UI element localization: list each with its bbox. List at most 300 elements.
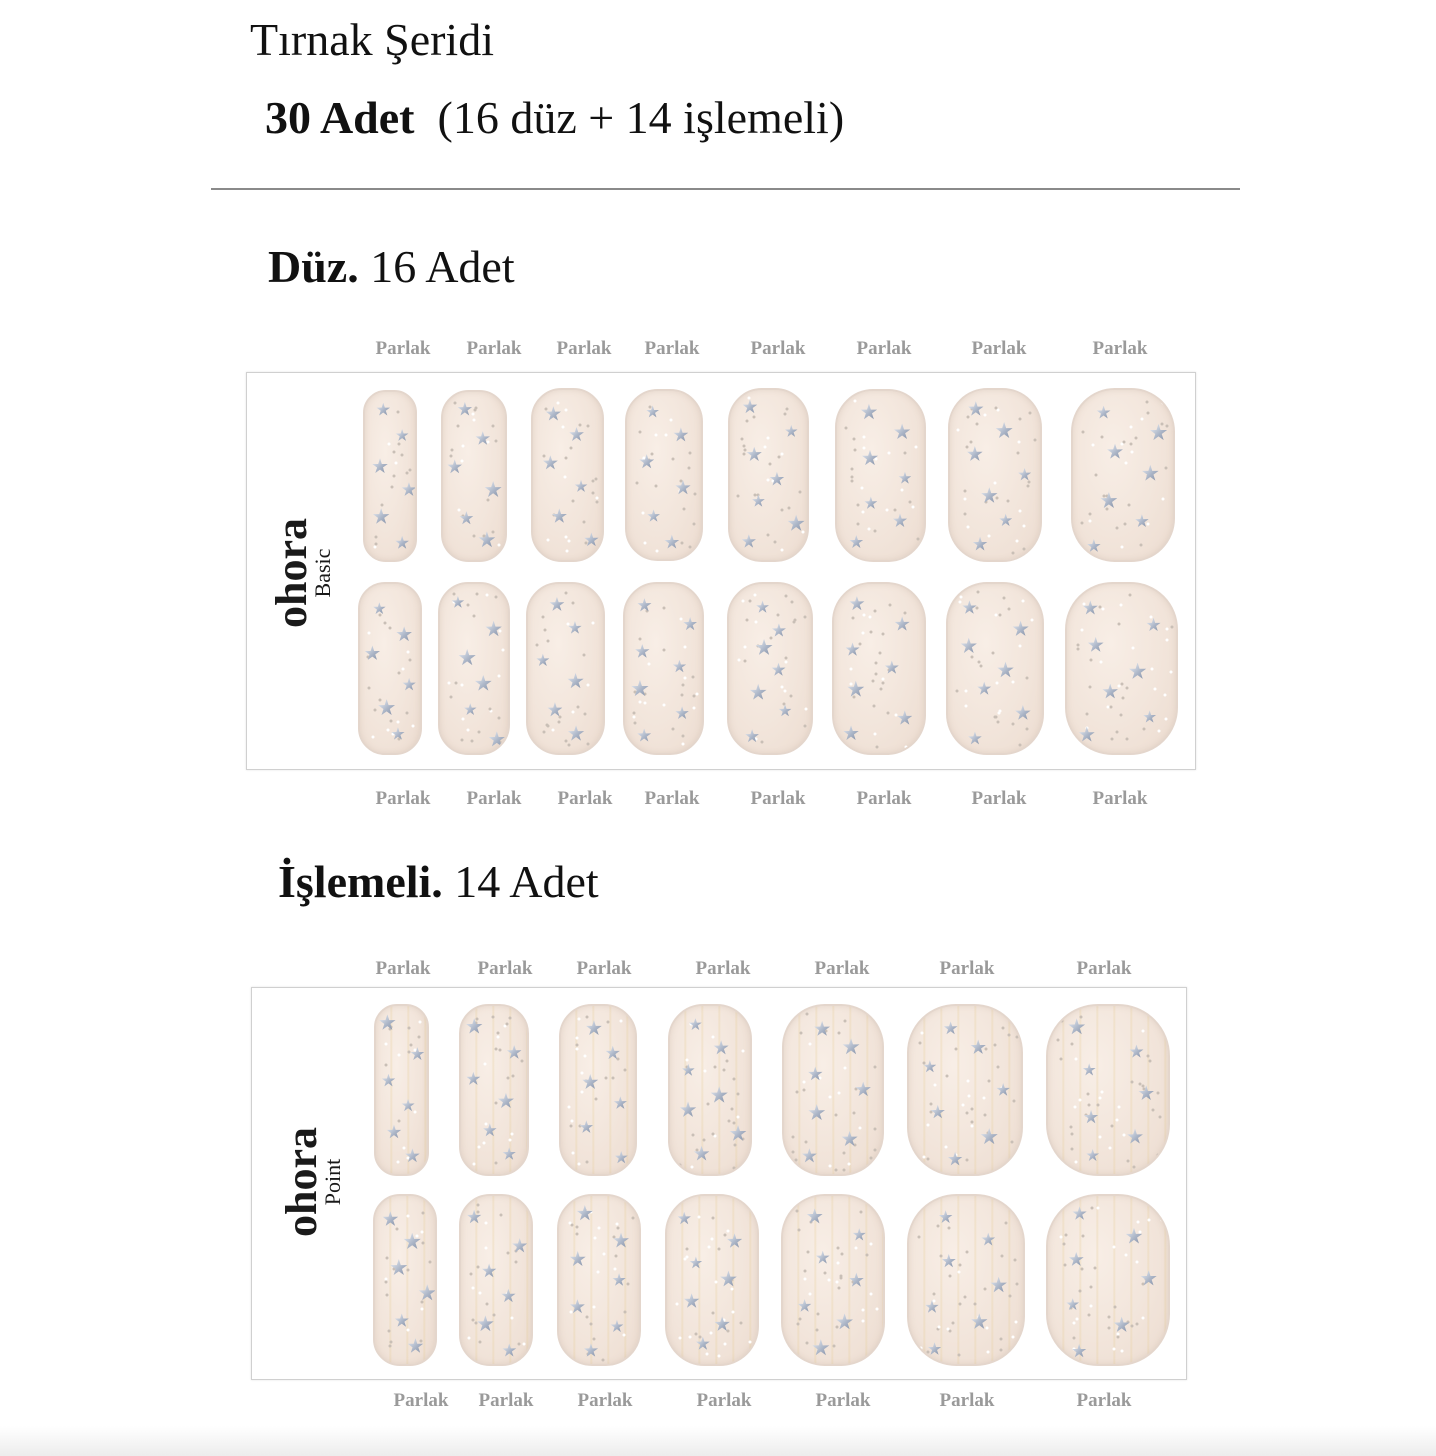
glitter-speck <box>565 456 568 459</box>
glitter-speck <box>601 1358 604 1361</box>
nail-tip <box>781 1194 885 1366</box>
finish-label: Parlak <box>1092 788 1148 809</box>
glitter-speck <box>873 610 876 613</box>
glitter-speck <box>958 601 961 604</box>
glitter-speck <box>1075 1318 1078 1321</box>
glitter-speck <box>1089 685 1092 688</box>
glitter-speck <box>451 449 454 452</box>
glitter-speck <box>780 686 783 689</box>
star-icon <box>613 1096 627 1110</box>
star-icon <box>682 1064 695 1077</box>
glitter-speck <box>402 668 405 671</box>
glitter-speck <box>1113 1347 1116 1350</box>
glitter-speck <box>1117 1332 1120 1335</box>
glitter-speck <box>784 689 787 692</box>
glitter-speck <box>786 407 789 410</box>
nail-tip <box>1065 582 1178 755</box>
glitter-speck <box>993 481 996 484</box>
glitter-speck <box>1011 1141 1014 1144</box>
glitter-speck <box>472 535 475 538</box>
glitter-speck <box>587 743 590 746</box>
glitter-speck <box>792 1150 795 1153</box>
glitter-speck <box>558 721 561 724</box>
nail-tip <box>438 582 510 755</box>
glitter-speck <box>921 1163 924 1166</box>
glitter-speck <box>803 615 806 618</box>
glitter-speck <box>999 1349 1002 1352</box>
star-icon <box>960 638 977 655</box>
glitter-speck <box>598 1227 601 1230</box>
glitter-speck <box>456 424 459 427</box>
glitter-speck <box>1161 1218 1164 1221</box>
glitter-speck <box>1012 1335 1015 1338</box>
glitter-speck <box>844 1020 847 1023</box>
glitter-speck <box>460 460 463 463</box>
star-icon <box>477 1315 494 1332</box>
glitter-speck <box>964 690 967 693</box>
glitter-speck <box>387 1330 390 1333</box>
finish-label: Parlak <box>577 1390 633 1411</box>
star-icon <box>710 1086 728 1104</box>
glitter-speck <box>1124 523 1127 526</box>
glitter-speck <box>722 1069 725 1072</box>
glitter-speck <box>947 1226 950 1229</box>
glitter-speck <box>996 721 999 724</box>
glitter-speck <box>1147 522 1150 525</box>
piece-count <box>265 90 844 146</box>
glitter-speck <box>927 1123 930 1126</box>
glitter-speck <box>850 468 853 471</box>
glitter-speck <box>1085 712 1088 715</box>
star-icon <box>502 1147 516 1161</box>
glitter-speck <box>980 665 983 668</box>
star-icon <box>459 511 473 525</box>
glitter-speck <box>633 712 636 715</box>
glitter-speck <box>844 1067 847 1070</box>
plain-top-labels <box>0 338 1436 364</box>
star-icon <box>894 424 911 441</box>
star-icon <box>855 1082 871 1098</box>
glitter-speck <box>461 445 464 448</box>
glitter-speck <box>577 1162 580 1165</box>
glitter-speck <box>398 1119 401 1122</box>
glitter-speck <box>664 433 667 436</box>
star-icon <box>939 1210 953 1224</box>
glitter-speck <box>452 593 455 596</box>
glitter-speck <box>1019 418 1022 421</box>
star-icon <box>893 513 908 528</box>
glitter-speck <box>671 727 674 730</box>
glitter-speck <box>785 661 788 664</box>
star-icon <box>696 1337 710 1351</box>
glitter-speck <box>401 453 404 456</box>
glitter-speck <box>568 540 571 543</box>
glitter-speck <box>566 549 569 552</box>
star-icon <box>1143 710 1156 723</box>
glitter-speck <box>964 705 967 708</box>
star-icon <box>478 531 495 548</box>
glitter-speck <box>1100 1090 1103 1093</box>
glitter-speck <box>1111 1124 1114 1127</box>
glitter-speck <box>546 725 549 728</box>
glitter-speck <box>850 682 853 685</box>
glitter-speck <box>763 446 766 449</box>
glitter-speck <box>1003 596 1006 599</box>
glitter-speck <box>476 1203 479 1206</box>
glitter-speck <box>1014 1259 1017 1262</box>
glitter-speck <box>915 445 918 448</box>
glitter-speck <box>1073 1336 1076 1339</box>
glitter-speck <box>681 684 684 687</box>
glitter-speck <box>1079 1015 1082 1018</box>
glitter-speck <box>373 709 376 712</box>
glitter-speck <box>876 1349 879 1352</box>
glitter-speck <box>869 1242 872 1245</box>
glitter-speck <box>819 1076 822 1079</box>
nail-tip <box>946 582 1044 755</box>
glitter-speck <box>544 407 547 410</box>
glitter-speck <box>594 478 597 481</box>
glitter-speck <box>986 1351 989 1354</box>
star-icon <box>584 532 599 547</box>
plain-heading-count: 16 Adet <box>370 241 515 292</box>
glitter-speck <box>678 1336 681 1339</box>
glitter-speck <box>875 458 878 461</box>
star-icon <box>675 480 691 496</box>
star-icon <box>802 1148 818 1164</box>
glitter-speck <box>1157 1153 1160 1156</box>
glitter-speck <box>843 1168 846 1171</box>
glitter-speck <box>963 1295 966 1298</box>
glitter-speck <box>1088 512 1091 515</box>
glitter-speck <box>631 1216 634 1219</box>
glitter-speck <box>839 1277 842 1280</box>
glitter-speck <box>570 1125 573 1128</box>
glitter-speck <box>589 1323 592 1326</box>
star-icon <box>1072 1344 1087 1359</box>
glitter-speck <box>485 1246 488 1249</box>
star-icon <box>475 675 492 692</box>
glitter-speck <box>802 1081 805 1084</box>
glitter-speck <box>627 1282 630 1285</box>
glitter-speck <box>916 1159 919 1162</box>
glitter-speck <box>852 1112 855 1115</box>
glitter-speck <box>1073 1322 1076 1325</box>
glitter-speck <box>584 1055 587 1058</box>
glitter-speck <box>985 1047 988 1050</box>
star-icon <box>812 1339 830 1357</box>
glitter-speck <box>698 1215 701 1218</box>
glitter-speck <box>521 1059 524 1062</box>
glitter-speck <box>1007 607 1010 610</box>
glitter-speck <box>623 1333 626 1336</box>
glitter-speck <box>737 494 740 497</box>
glitter-speck <box>678 1164 681 1167</box>
glitter-speck <box>494 440 497 443</box>
glitter-speck <box>800 1032 803 1035</box>
glitter-speck <box>933 1084 936 1087</box>
glitter-speck <box>397 721 400 724</box>
brand-logo-text: ohora <box>267 518 316 628</box>
star-icon <box>613 1232 630 1249</box>
star-icon <box>610 1320 623 1333</box>
star-icon <box>852 1228 866 1242</box>
glitter-speck <box>975 423 978 426</box>
glitter-speck <box>619 1020 622 1023</box>
glitter-speck <box>748 599 751 602</box>
glitter-speck <box>419 1340 422 1343</box>
star-icon <box>373 508 390 525</box>
glitter-speck <box>1113 1246 1116 1249</box>
glitter-speck <box>971 1108 974 1111</box>
glitter-speck <box>406 1156 409 1159</box>
glitter-speck <box>496 1032 499 1035</box>
glitter-speck <box>1012 681 1015 684</box>
glitter-speck <box>741 1049 744 1052</box>
glitter-speck <box>753 494 756 497</box>
glitter-speck <box>1139 543 1142 546</box>
glitter-speck <box>726 1059 729 1062</box>
glitter-speck <box>938 1326 941 1329</box>
finish-label: Parlak <box>1092 338 1148 359</box>
glitter-speck <box>418 1035 421 1038</box>
star-icon <box>836 1313 853 1330</box>
nail-tip <box>907 1004 1023 1176</box>
glitter-speck <box>703 1069 706 1072</box>
glitter-speck <box>1090 1304 1093 1307</box>
glitter-speck <box>789 695 792 698</box>
glitter-speck <box>570 1119 573 1122</box>
glitter-speck <box>975 606 978 609</box>
glitter-speck <box>918 400 921 403</box>
glitter-speck <box>1081 522 1084 525</box>
glitter-speck <box>715 1281 718 1284</box>
glitter-speck <box>544 629 547 632</box>
glitter-speck <box>734 1143 737 1146</box>
glitter-speck <box>587 425 590 428</box>
glitter-speck <box>797 1229 800 1232</box>
glitter-speck <box>1127 503 1130 506</box>
glitter-speck <box>494 595 497 598</box>
glitter-speck <box>966 1250 969 1253</box>
brand-line: Point <box>320 1158 345 1206</box>
glitter-speck <box>562 426 565 429</box>
glitter-speck <box>986 1327 989 1330</box>
glitter-speck <box>614 1268 617 1271</box>
star-icon <box>995 422 1013 440</box>
glitter-speck <box>1070 1042 1073 1045</box>
glitter-speck <box>408 1027 411 1030</box>
glitter-speck <box>1088 1314 1091 1317</box>
glitter-speck <box>857 503 860 506</box>
glitter-speck <box>862 435 865 438</box>
glitter-speck <box>680 542 683 545</box>
glitter-speck <box>886 508 889 511</box>
glitter-speck <box>998 711 1001 714</box>
star-icon <box>860 404 877 421</box>
glitter-speck <box>389 1345 392 1348</box>
nail-tip <box>782 1004 884 1176</box>
star-icon <box>637 598 652 613</box>
glitter-speck <box>1132 1165 1135 1168</box>
glitter-speck <box>836 1247 839 1250</box>
star-icon <box>584 1343 599 1358</box>
star-icon <box>1084 1110 1099 1125</box>
glitter-speck <box>871 680 874 683</box>
glitter-speck <box>394 461 397 464</box>
star-icon <box>941 1254 956 1269</box>
glitter-speck <box>1100 660 1103 663</box>
glitter-speck <box>798 1317 801 1320</box>
glitter-speck <box>389 719 392 722</box>
glitter-speck <box>875 1308 878 1311</box>
glitter-speck <box>742 452 745 455</box>
glitter-speck <box>1089 1286 1092 1289</box>
star-icon <box>925 1300 939 1314</box>
finish-label: Parlak <box>750 338 806 359</box>
glitter-speck <box>371 735 374 738</box>
glitter-speck <box>375 543 378 546</box>
glitter-speck <box>1087 1093 1090 1096</box>
glitter-speck <box>1014 1320 1017 1323</box>
glitter-speck <box>781 508 784 511</box>
nail-tip <box>727 582 813 755</box>
glitter-speck <box>1128 594 1131 597</box>
star-icon <box>683 617 697 631</box>
glitter-speck <box>955 690 958 693</box>
glitter-speck <box>850 475 853 478</box>
brand-logo-text: ohora <box>277 1127 326 1237</box>
finish-label: Parlak <box>375 338 431 359</box>
glitter-speck <box>1090 1207 1093 1210</box>
glitter-speck <box>396 1160 399 1163</box>
glitter-speck <box>967 1094 970 1097</box>
star-icon <box>1087 637 1103 653</box>
glitter-speck <box>689 1336 692 1339</box>
glitter-speck <box>692 706 695 709</box>
glitter-speck <box>911 506 914 509</box>
glitter-speck <box>995 613 998 616</box>
glitter-speck <box>1012 551 1015 554</box>
glitter-speck <box>959 1263 962 1266</box>
star-icon <box>943 1021 957 1035</box>
glitter-speck <box>875 672 878 675</box>
glitter-speck <box>387 729 390 732</box>
glitter-speck <box>1158 1116 1161 1119</box>
glitter-speck <box>804 1141 807 1144</box>
glitter-speck <box>615 1223 618 1226</box>
glitter-speck <box>1098 1136 1101 1139</box>
glitter-speck <box>473 1163 476 1166</box>
glitter-speck <box>1125 737 1128 740</box>
glitter-speck <box>862 446 865 449</box>
finish-label: Parlak <box>939 958 995 979</box>
glitter-speck <box>585 1015 588 1018</box>
star-icon <box>568 725 585 742</box>
glitter-speck <box>987 1079 990 1082</box>
glitter-speck <box>655 434 658 437</box>
glitter-speck <box>869 616 872 619</box>
star-icon <box>379 1014 396 1031</box>
glitter-speck <box>1118 1105 1121 1108</box>
brand-logo <box>277 1122 345 1242</box>
glitter-speck <box>593 1306 596 1309</box>
nail-tip <box>557 1194 641 1366</box>
glitter-speck <box>408 1051 411 1054</box>
glitter-speck <box>784 595 787 598</box>
glitter-speck <box>495 1162 498 1165</box>
glitter-speck <box>859 1126 862 1129</box>
glitter-speck <box>510 1317 513 1320</box>
glitter-speck <box>1131 1324 1134 1327</box>
glitter-speck <box>903 451 906 454</box>
glitter-speck <box>390 1341 393 1344</box>
star-icon <box>967 446 983 462</box>
glitter-speck <box>523 1343 526 1346</box>
glitter-speck <box>474 408 477 411</box>
glitter-speck <box>817 1313 820 1316</box>
nail-tip <box>623 582 704 755</box>
glitter-speck <box>1063 1263 1066 1266</box>
glitter-speck <box>835 1325 838 1328</box>
star-icon <box>1102 684 1118 700</box>
glitter-speck <box>392 450 395 453</box>
nail-tip <box>665 1194 759 1366</box>
glitter-speck <box>1095 474 1098 477</box>
glitter-speck <box>837 1091 840 1094</box>
glitter-speck <box>692 676 695 679</box>
glitter-speck <box>707 1245 710 1248</box>
finish-label: Parlak <box>375 788 431 809</box>
glitter-speck <box>920 1206 923 1209</box>
star-icon <box>755 639 773 657</box>
finish-label: Parlak <box>971 338 1027 359</box>
glitter-speck <box>686 1255 689 1258</box>
glitter-speck <box>1165 718 1168 721</box>
glitter-speck <box>733 1166 736 1169</box>
glitter-speck <box>964 512 967 515</box>
glitter-speck <box>761 741 764 744</box>
glitter-speck <box>1087 1104 1090 1107</box>
glitter-speck <box>854 1246 857 1249</box>
glitter-speck <box>576 705 579 708</box>
glitter-speck <box>457 509 460 512</box>
glitter-speck <box>641 511 644 514</box>
glitter-speck <box>1135 1261 1138 1264</box>
glitter-speck <box>676 1303 679 1306</box>
glitter-speck <box>477 1146 480 1149</box>
glitter-speck <box>1108 1326 1111 1329</box>
glitter-speck <box>576 1048 579 1051</box>
star-icon <box>1146 618 1161 633</box>
glitter-speck <box>689 451 692 454</box>
star-icon <box>898 472 911 485</box>
glitter-speck <box>461 684 464 687</box>
finish-label: Parlak <box>1076 958 1132 979</box>
glitter-speck <box>380 503 383 506</box>
star-icon <box>675 706 689 720</box>
glitter-speck <box>804 1277 807 1280</box>
star-icon <box>977 682 992 697</box>
star-icon <box>482 1264 497 1279</box>
star-icon <box>372 458 388 474</box>
design-nail-sheet <box>251 987 1187 1380</box>
glitter-speck <box>578 423 581 426</box>
glitter-speck <box>1015 1036 1018 1039</box>
glitter-speck <box>1154 688 1157 691</box>
star-icon <box>746 447 762 463</box>
glitter-speck <box>730 1288 733 1291</box>
